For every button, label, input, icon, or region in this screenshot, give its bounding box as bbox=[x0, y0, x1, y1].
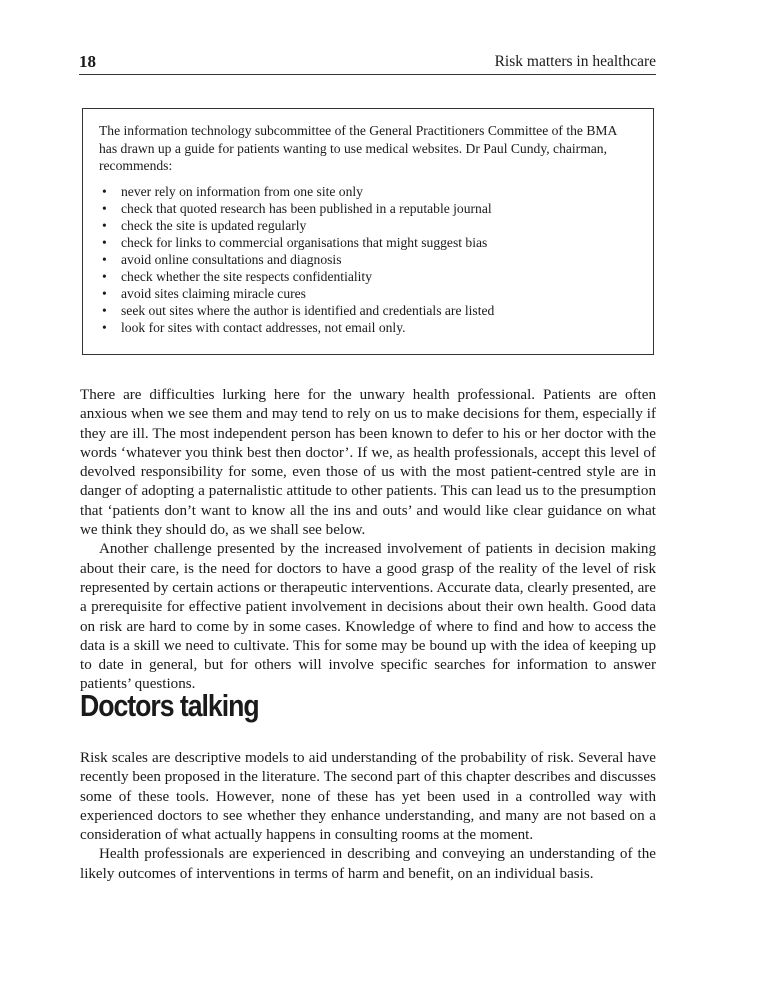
page-number: 18 bbox=[79, 52, 96, 71]
section-heading: Doctors talking bbox=[80, 688, 259, 723]
list-item: • check the site is updated regularly bbox=[99, 217, 637, 234]
list-item: • avoid sites claiming miracle cures bbox=[99, 285, 637, 302]
recommendations-box bbox=[82, 108, 654, 355]
box-intro-text: The information technology subcommittee of the General Practitioners Committee of the BMA has drawn up a guide for patients wanting to use medical websites. Dr Paul Cundy, chairman, recommends: bbox=[99, 123, 617, 173]
list-item: • never rely on information from one site only bbox=[99, 183, 637, 200]
list-item: • seek out sites where the author is identified and credentials are listed bbox=[99, 302, 637, 319]
list-item: • look for sites with contact addresses, not email only. bbox=[99, 319, 637, 336]
body-paragraph: There are difficulties lurking here for the unwary health professional. Patients are often anxious when we see them and may tend to rely on us to make decisions for them, especially if they are ill. The most independent person has been known to defer to his or her doctor with the words ‘whatever you think best then doctor’. If we, as health professionals, accept this level of devolved responsibility for some, even those of us with the most patient-centred style are in danger of adopting a paternalistic attitude to other patients. This can lead us to the presumption that ‘patients don’t want to know all the ins and outs’ and would like clear guidance on what we think they should do, as we shall see below. bbox=[80, 387, 656, 539]
section-paragraph: Risk scales are descriptive models to aid understanding of the probability of risk. Several have recently been proposed in the literature. The second part of this chapter describes and discusses some of these tools. However, none of these has yet been used in a controlled way with experienced doctors to see whether they enhance understanding, and many are not based on a consideration of what actually happens in consulting rooms at the moment. bbox=[80, 750, 656, 844]
section-paragraph: Health professionals are experienced in describing and conveying an understanding of the likely outcomes of interventions in terms of harm and benefit, on an individual basis. bbox=[80, 846, 656, 882]
list-item: • check that quoted research has been published in a reputable journal bbox=[99, 200, 637, 217]
body-paragraph: Another challenge presented by the increased involvement of patients in decision making about their care, is the need for doctors to have a good grasp of the reality of the level of risk represented by certain actions or therapeutic interventions. Accurate data, clearly presented, are a prerequisite for effective patient involvement in decisions about their own health. Good data on risk are hard to come by in some cases. Knowledge of where to find and how to access the data is a skill we need to cultivate. This for some may be bound up with the idea of keeping up to date in general, but for others will involve specific searches for information to answer patients’ questions. bbox=[80, 541, 656, 693]
recommendations-list bbox=[99, 183, 637, 337]
list-item: • avoid online consultations and diagnosis bbox=[99, 251, 637, 268]
running-title: Risk matters in healthcare bbox=[494, 53, 656, 70]
body-text-block bbox=[80, 386, 656, 695]
section-text-block bbox=[80, 749, 656, 884]
list-item: • check whether the site respects confidentiality bbox=[99, 268, 637, 285]
list-item: • check for links to commercial organisations that might suggest bias bbox=[99, 234, 637, 251]
running-header bbox=[79, 52, 656, 75]
